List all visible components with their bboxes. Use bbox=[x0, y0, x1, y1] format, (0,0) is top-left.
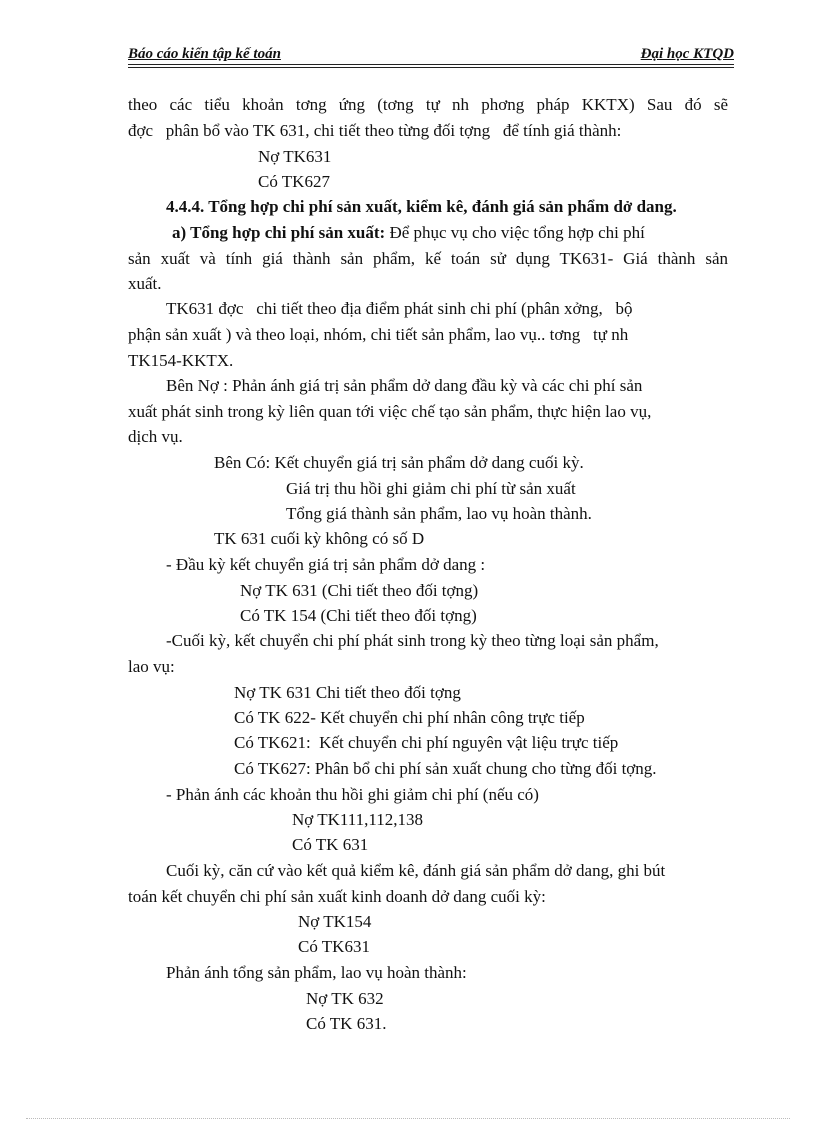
text-line: xuất. bbox=[128, 274, 162, 293]
text-line: - Đầu kỳ kết chuyển giá trị sản phẩm dở dang : bbox=[166, 555, 486, 574]
text-line: sản xuất và tính giá thành sản phẩm, kế toán sử dụng TK631- Giá thành sản bbox=[128, 249, 728, 268]
journal-entry: Có TK 622- Kết chuyển chi phí nhân công trực tiếp bbox=[234, 708, 585, 727]
text-line: xuất phát sinh trong kỳ liên quan tới việc chế tạo sản phẩm, thực hiện lao vụ, bbox=[128, 402, 652, 421]
text-line: phận sản xuất ) và theo loại, nhóm, chi tiết sản phẩm, lao vụ.. tơng tự nh bbox=[128, 325, 629, 344]
text-line: theo các tiểu khoản tơng ứng (tơng tự nh phơng pháp KKTX) Sau đó sẽ bbox=[128, 95, 728, 114]
journal-entry: Nợ TK154 bbox=[298, 912, 372, 931]
journal-entry: Có TK631 bbox=[298, 937, 370, 956]
text-fragment: Để phục vụ cho việc tổng hợp chi phí bbox=[385, 223, 645, 242]
journal-entry: Có TK627: Phân bổ chi phí sản xuất chung cho từng đối tợng. bbox=[234, 759, 657, 778]
page-footer-rule bbox=[26, 1118, 790, 1119]
journal-entry: Có TK 631. bbox=[306, 1014, 387, 1033]
section-heading: 4.4.4. Tổng hợp chi phí sản xuất, kiểm kê, đánh giá sản phẩm dở dang. bbox=[166, 197, 677, 216]
text-line: dịch vụ. bbox=[128, 427, 183, 446]
text-line: Tổng giá thành sản phẩm, lao vụ hoàn thành. bbox=[286, 504, 592, 523]
text-line: Cuối kỳ, căn cứ vào kết quả kiểm kê, đánh giá sản phẩm dở dang, ghi bút bbox=[166, 861, 666, 880]
journal-entry: Có TK627 bbox=[258, 172, 330, 191]
journal-entry: Có TK621: Kết chuyển chi phí nguyên vật liệu trực tiếp bbox=[234, 733, 619, 752]
text-line-with-subheading bbox=[172, 222, 645, 244]
journal-entry: Có TK 631 bbox=[292, 835, 369, 854]
subheading: a) Tổng hợp chi phí sản xuất: bbox=[172, 223, 386, 242]
journal-entry: Nợ TK631 bbox=[258, 147, 332, 166]
text-line: lao vụ: bbox=[128, 657, 175, 676]
journal-entry: Có TK 154 (Chi tiết theo đối tợng) bbox=[240, 606, 477, 625]
header-rule bbox=[128, 64, 734, 65]
header-rule-double bbox=[128, 67, 734, 68]
journal-entry: Nợ TK111,112,138 bbox=[292, 810, 423, 829]
header-right-title: Đại học KTQD bbox=[640, 46, 734, 62]
page-header bbox=[128, 46, 734, 66]
text-line: Bên Có: Kết chuyển giá trị sản phẩm dở dang cuối kỳ. bbox=[214, 453, 584, 472]
text-line: TK 631 cuối kỳ không có số D bbox=[214, 529, 425, 548]
text-line: TK154-KKTX. bbox=[128, 351, 234, 370]
text-line: Phản ánh tổng sản phẩm, lao vụ hoàn thành: bbox=[166, 963, 467, 982]
text-line: -Cuối kỳ, kết chuyển chi phí phát sinh trong kỳ theo từng loại sản phẩm, bbox=[166, 631, 659, 650]
text-line: TK631 đợc chi tiết theo địa điểm phát sinh chi phí (phân xởng, bộ bbox=[166, 299, 633, 318]
journal-entry: Nợ TK 632 bbox=[306, 989, 384, 1008]
text-line: đợc phân bổ vào TK 631, chi tiết theo từng đối tợng để tính giá thành: bbox=[128, 121, 622, 140]
text-line: toán kết chuyển chi phí sản xuất kinh doanh dở dang cuối kỳ: bbox=[128, 887, 546, 906]
journal-entry: Nợ TK 631 (Chi tiết theo đối tợng) bbox=[240, 581, 479, 600]
text-line: Bên Nợ : Phản ánh giá trị sản phẩm dở dang đầu kỳ và các chi phí sản bbox=[166, 376, 643, 395]
journal-entry: Nợ TK 631 Chi tiết theo đối tợng bbox=[234, 683, 461, 702]
text-line: Giá trị thu hồi ghi giảm chi phí từ sản xuất bbox=[286, 479, 576, 498]
header-left-title: Báo cáo kiến tập kế toán bbox=[128, 46, 281, 62]
text-line: - Phản ánh các khoản thu hồi ghi giảm chi phí (nếu có) bbox=[166, 785, 539, 804]
